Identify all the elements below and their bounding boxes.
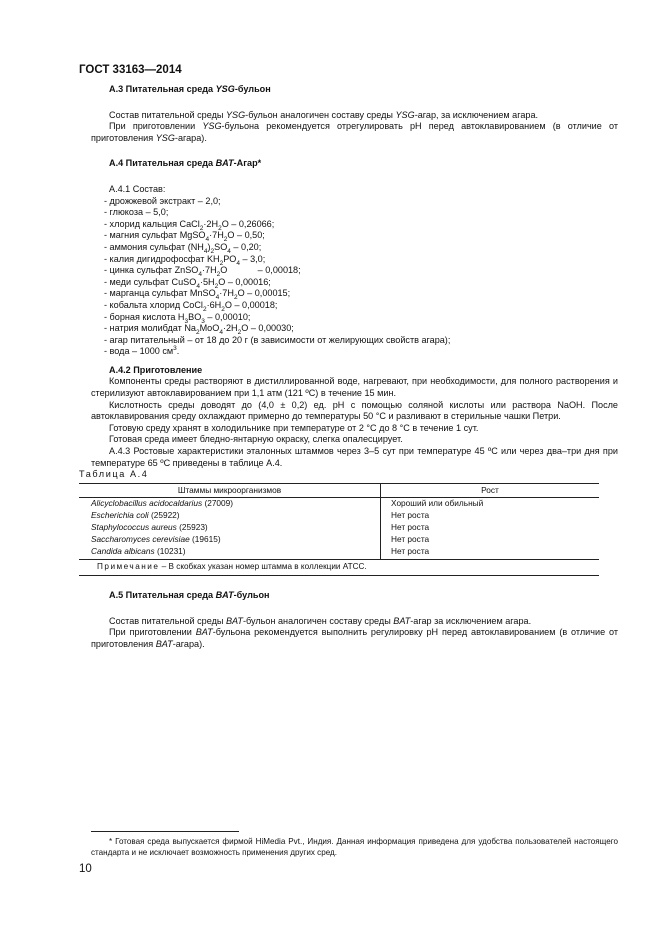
composition-list [91, 196, 618, 358]
list-item: - агар питательный – от 18 до 20 г (в зависимости от желирующих свойств агара); [104, 334, 451, 345]
table-caption: Таблица А.4 [79, 469, 149, 480]
list-item: - натрия молибдат $Na_2MoO_4\cdot 2H_2O - 0,00030$; [104, 323, 294, 336]
strain-cell: Saccharomyces cerevisiae (19615) [79, 534, 381, 546]
section-a5-paragraph-1: Состав питательной среды BAT-бульон аналогичен составу среды BAT-агар за исключением агара. [109, 615, 532, 626]
section-a3-heading: А.3 Питательная среда YSG-бульон [109, 84, 271, 94]
growth-cell: Нет роста [391, 510, 430, 521]
column-header-growth: Рост [381, 483, 600, 498]
growth-cell: Хороший или обильный [391, 498, 484, 509]
list-item: - меди сульфат $CuSO_4\cdot 5H_2O - 0,00016$; [104, 276, 271, 290]
strain-cell: Candida albicans (10231) [79, 546, 381, 560]
document-header: ГОСТ 33163—2014 [79, 64, 182, 76]
table-row [79, 498, 599, 510]
list-item: - борная кислота $H_3BO_3 - 0,00010$; [104, 311, 251, 325]
list-item: - кобальта хлорид $CoCl_2\cdot 6H_2O - 0,00018$; [104, 299, 278, 313]
list-item: - дрожжевой экстракт – 2,0; [104, 195, 221, 206]
footnote-separator [91, 831, 239, 832]
page-number: 10 [79, 863, 92, 875]
growth-cell: Нет роста [391, 533, 430, 544]
growth-cell: Нет роста [391, 545, 430, 556]
list-item: - вода – 1000 $см^3$. [104, 345, 180, 357]
list-item: - цинка сульфат $ZnSO_4\cdot 7H_2O$ – 0,00018; [104, 265, 301, 278]
section-a5-heading: А.5 Питательная среда BAT-бульон [109, 590, 270, 601]
preparation-paragraph-1: Компоненты среды растворяют в дистиллированной воде, нагревают, при необходимости, для полного растворения и стерилизуют автоклавированием при 1,1 атм (121 ºС) в течение 15 мин. [91, 376, 618, 399]
table-note-row [79, 560, 599, 576]
subsection-a42-title: А.4.2 Приготовление [109, 364, 203, 375]
list-item: - калия дигидрофосфат $KH_2PO_4 - 3,0$; [104, 253, 266, 267]
section-a3-paragraph-1: Состав питательной среды YSG-бульон аналогичен составу среды YSG-агар, за исключением агара. [109, 109, 539, 120]
strain-cell: Alicyclobacillus acidocaldarius (27009) [79, 498, 381, 510]
preparation-paragraph-4: Готовая среда имеет бледно-янтарную окраску, слегка опалесцирует. [109, 434, 403, 445]
list-item: - глюкоза – 5,0; [104, 207, 169, 218]
column-header-strains: Штаммы микроорганизмов [79, 483, 381, 498]
footnote: * Готовая среда выпускается фирмой HiMedia Pvt., Индия. Данная информация приведена для удобства пользователей настоящего стандарта и не исключает возможность применения других сред. [91, 837, 618, 857]
list-item: - хлорид кальция $CaCl_2\cdot 2H_2O - 0,26066$; [104, 218, 275, 232]
table-row [79, 546, 599, 560]
growth-characteristics-paragraph: А.4.3 Ростовые характеристики эталонных штаммов через 3–5 сут при температуре 45 ºС или через два–три дня при температуре 65 ºС приведены в таблице А.4. [91, 446, 618, 468]
strain-cell: Staphylococcus aureus (25923) [79, 522, 381, 534]
table-row [79, 510, 599, 522]
list-item: - магния сульфат $MgSO_4\cdot 7H_2O - 0,50$; [104, 230, 265, 244]
preparation-paragraph-2: Кислотность среды доводят до (4,0 ± 0,2) ед. рН с помощью соляной кислоты или раствора NaOH. После автоклавирования среду охлаждают примерно до температуры 50 °С и разливают в стерильные чашки Петри. [91, 399, 618, 422]
list-item: - марганца сульфат $MnSO_4\cdot 7H_2O - 0,00015$; [104, 288, 291, 302]
section-a5-paragraph-2: При приготовлении BAT-бульона рекомендуется выполнить регулировку рН перед автоклавированием (в отличие от приготовления BAT-агара). [91, 627, 618, 649]
document-body [79, 84, 618, 651]
table-row [79, 522, 599, 534]
subsection-a41-title: А.4.1 Состав: [109, 183, 166, 194]
list-item: - аммония сульфат $(NH_4)_2SO_4 - 0,20$; [104, 241, 262, 255]
strains-table [79, 483, 599, 576]
preparation-paragraph-3: Готовую среду хранят в холодильнике при температуре от 2 °С до 8 °С в течение 1 сут. [109, 422, 479, 433]
table-note: Примечание – В скобках указан номер штамма в коллекции АТСС. [79, 560, 599, 576]
table-row [79, 534, 599, 546]
growth-cell: Нет роста [391, 522, 430, 532]
section-a4-heading: А.4 Питательная среда BAT-Агар* [109, 158, 262, 169]
table-header-row [79, 483, 599, 498]
section-a3-paragraph-2: При приготовлении YSG-бульона рекомендуется отрегулировать рН перед автоклавированием (в отличие от приготовления YSG-агара). [91, 121, 618, 143]
strain-cell: Escherichia coli (25922) [79, 510, 381, 522]
